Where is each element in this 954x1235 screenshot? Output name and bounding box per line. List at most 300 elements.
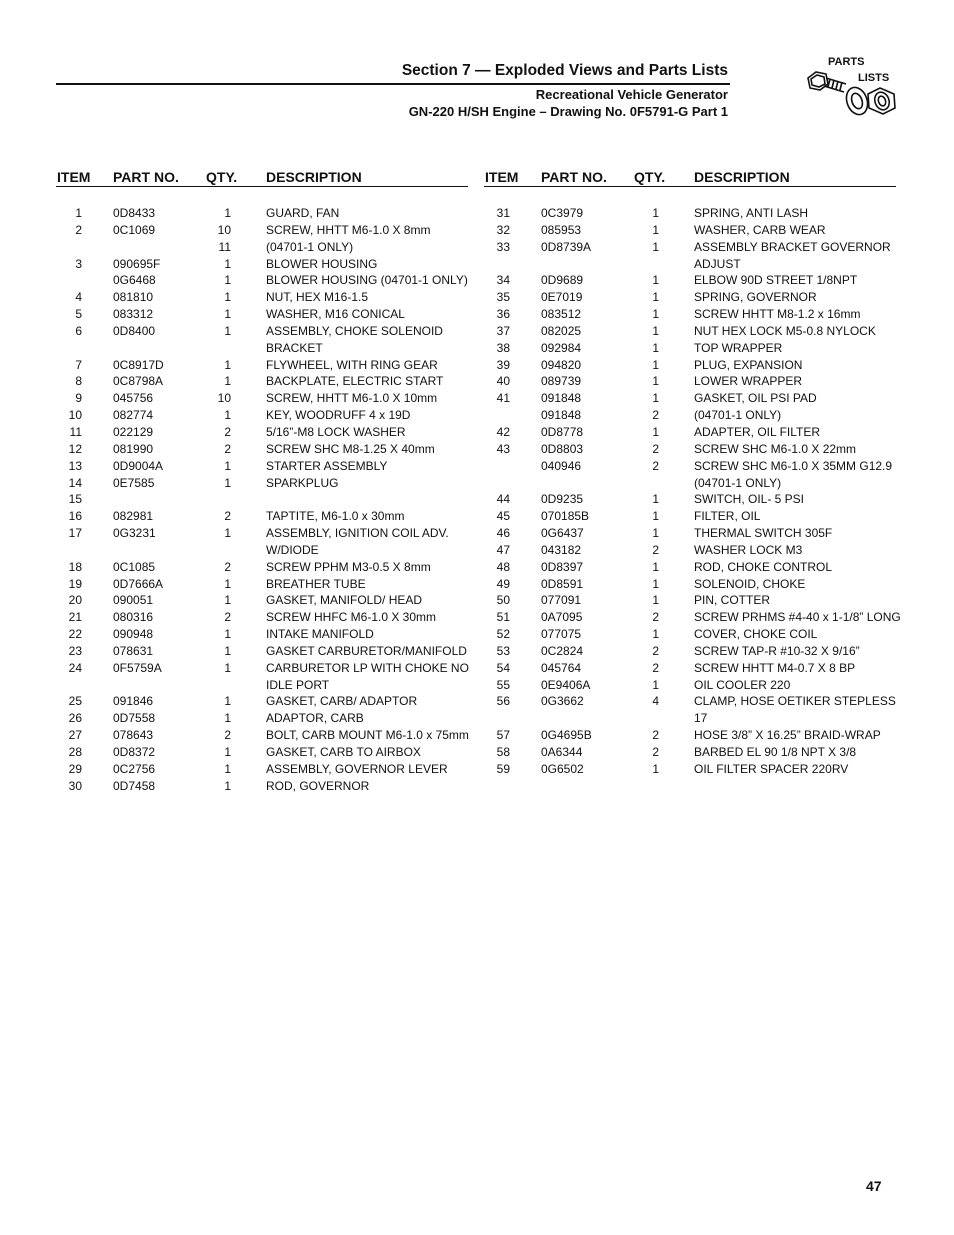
table-row (56, 542, 468, 559)
cell-part-no: 089739 (541, 374, 582, 389)
header-item: ITEM (57, 169, 91, 185)
cell-description: BACKPLATE, ELECTRIC START (266, 374, 444, 389)
cell-qty: 1 (652, 239, 659, 254)
cell-item: 31 (496, 206, 510, 220)
table-row (56, 256, 468, 273)
table-body (484, 205, 901, 778)
cell-part-no: 0G6502 (541, 761, 584, 776)
cell-part-no: 0C8917D (113, 357, 164, 372)
cell-description: GASKET CARBURETOR/MANIFOLD (266, 643, 467, 658)
cell-part-no: 0D8433 (113, 206, 156, 220)
cell-qty: 2 (224, 509, 231, 524)
cell-part-no: 0D8739A (541, 239, 592, 254)
cell-qty: 1 (224, 290, 231, 305)
cell-description: ADAPTOR, CARB (266, 711, 364, 726)
cell-description: HOSE 3/8” X 16.25” BRAID-WRAP (694, 728, 881, 743)
cell-qty: 1 (652, 526, 659, 541)
cell-item: 56 (496, 694, 510, 709)
cell-description: SCREW HHTT M8-1.2 x 16mm (694, 307, 861, 322)
cell-item: 27 (68, 728, 82, 743)
cell-item: 9 (75, 391, 82, 406)
cell-qty: 2 (224, 610, 231, 625)
cell-item: 11 (69, 424, 82, 439)
cell-description: SCREW SHC M6-1.0 X 22mm (694, 441, 857, 456)
cell-qty: 1 (652, 677, 659, 692)
table-row (484, 626, 896, 643)
cell-qty: 1 (224, 526, 231, 541)
cell-qty: 1 (224, 273, 231, 288)
cell-description: GASKET, CARB TO AIRBOX (266, 745, 421, 759)
header-qty: QTY. (206, 169, 238, 185)
table-row (56, 761, 468, 778)
table-row (484, 761, 896, 778)
table-header (56, 169, 468, 187)
cell-item: 51 (496, 610, 510, 625)
cell-qty: 1 (652, 323, 659, 338)
cell-item: 42 (496, 424, 510, 439)
table-row (484, 542, 896, 559)
table-row (56, 390, 468, 407)
table-row (56, 340, 468, 357)
table-row (484, 609, 901, 626)
cell-item: 21 (68, 610, 82, 625)
cell-item: 52 (496, 627, 510, 642)
cell-qty: 2 (652, 745, 659, 759)
cell-item: 1 (75, 206, 82, 220)
table-row (484, 592, 896, 609)
cell-part-no: 0D9235 (541, 492, 584, 507)
cell-description: NUT HEX LOCK M5-0.8 NYLOCK (694, 323, 876, 338)
cell-qty: 2 (652, 660, 659, 675)
header-subtitle-1: Recreational Vehicle Generator (535, 87, 728, 102)
cell-description: ELBOW 90D STREET 1/8NPT (694, 273, 858, 288)
cell-qty: 4 (652, 694, 659, 709)
cell-description: SCREW, HHTT M6-1.0 X 10mm (266, 391, 438, 406)
cell-qty: 1 (224, 694, 231, 709)
parts-lists-logo (802, 54, 900, 124)
cell-description: PLUG, EXPANSION (694, 357, 803, 372)
cell-description: WASHER, M16 CONICAL (266, 307, 405, 322)
cell-qty: 10 (217, 222, 231, 237)
cell-description: ASSEMBLY, GOVERNOR LEVER (266, 761, 448, 776)
cell-item: 15 (68, 492, 82, 507)
cell-part-no: 082025 (541, 323, 582, 338)
table-row (56, 205, 468, 222)
table-row (484, 508, 896, 525)
cell-qty: 2 (224, 728, 231, 743)
table-row (484, 306, 896, 323)
cell-qty: 2 (652, 610, 659, 625)
cell-item: 22 (68, 627, 82, 642)
cell-item: 58 (496, 745, 510, 759)
cell-qty: 1 (652, 576, 659, 591)
cell-qty: 1 (224, 576, 231, 591)
cell-description: COVER, CHOKE COIL (694, 627, 818, 642)
cell-qty: 2 (652, 542, 659, 557)
cell-qty: 1 (652, 222, 659, 237)
cell-qty: 1 (224, 745, 231, 759)
cell-part-no: 080316 (113, 610, 154, 625)
table-row (56, 559, 468, 576)
cell-item: 50 (496, 593, 510, 608)
cell-part-no: 090948 (113, 627, 154, 642)
table-row (484, 693, 896, 710)
cell-part-no: 0C1069 (113, 222, 156, 237)
logo-text-lists: LISTS (858, 72, 890, 84)
cell-item: 54 (496, 660, 510, 675)
cell-item: 10 (68, 408, 82, 423)
cell-description: BOLT, CARB MOUNT M6-1.0 x 75mm (266, 728, 469, 743)
cell-description: (04701-1 ONLY) (694, 475, 782, 490)
cell-qty: 1 (224, 660, 231, 675)
table-row (56, 323, 468, 340)
cell-part-no: 0F5759A (113, 660, 162, 675)
cell-part-no: 091848 (541, 408, 582, 423)
page-number: 47 (866, 1178, 882, 1194)
cell-part-no: 082774 (113, 408, 154, 423)
table-row (484, 407, 896, 424)
parts-table-right (484, 169, 901, 778)
cell-item: 48 (496, 559, 510, 574)
cell-qty: 2 (652, 728, 659, 743)
cell-description: FLYWHEEL, WITH RING GEAR (266, 357, 438, 372)
cell-item: 28 (68, 745, 82, 759)
cell-qty: 1 (652, 206, 659, 220)
cell-part-no: 090695F (113, 256, 161, 271)
table-row (484, 475, 896, 492)
table-row (484, 525, 896, 542)
table-row (484, 205, 896, 222)
cell-part-no: 094820 (541, 357, 582, 372)
cell-part-no: 0C1085 (113, 559, 156, 574)
cell-part-no: 0G3231 (113, 526, 156, 541)
cell-part-no: 0D8778 (541, 424, 584, 439)
cell-description: STARTER ASSEMBLY (266, 458, 388, 473)
table-row (484, 256, 896, 273)
cell-qty: 2 (652, 408, 659, 423)
cell-description: ROD, GOVERNOR (266, 778, 370, 793)
cell-description: SCREW PRHMS #4-40 x 1-1/8” LONG (694, 610, 901, 625)
table-row (56, 441, 468, 458)
cell-description: TOP WRAPPER (694, 340, 783, 355)
table-header (484, 169, 896, 187)
cell-part-no: 0D7458 (113, 778, 156, 793)
table-row (56, 272, 468, 289)
cell-description: GASKET, OIL PSI PAD (694, 391, 817, 406)
cell-qty: 2 (652, 643, 659, 658)
cell-description: PIN, COTTER (694, 593, 771, 608)
table-row (56, 424, 468, 441)
table-row (56, 373, 468, 390)
table-row (484, 710, 896, 727)
cell-description: KEY, WOODRUFF 4 x 19D (266, 408, 411, 423)
cell-qty: 1 (224, 408, 231, 423)
cell-part-no: 0D9689 (541, 273, 584, 288)
table-row (56, 306, 468, 323)
cell-part-no: 0G6468 (113, 273, 156, 288)
cell-qty: 1 (652, 391, 659, 406)
cell-qty: 1 (652, 559, 659, 574)
cell-item: 41 (496, 391, 510, 406)
cell-item: 26 (68, 711, 82, 726)
header-description: DESCRIPTION (694, 169, 790, 185)
cell-qty: 1 (652, 273, 659, 288)
cell-description: SPRING, GOVERNOR (694, 290, 817, 305)
cell-item: 36 (496, 307, 510, 322)
table-row (56, 475, 468, 492)
cell-description: ADAPTER, OIL FILTER (694, 424, 821, 439)
cell-item: 53 (496, 643, 510, 658)
cell-description: NUT, HEX M16-1.5 (266, 290, 369, 305)
cell-qty: 1 (652, 357, 659, 372)
cell-item: 16 (68, 509, 82, 524)
cell-description: SCREW HHFC M6-1.0 X 30mm (266, 610, 437, 625)
table-row (484, 576, 896, 593)
cell-qty: 1 (652, 424, 659, 439)
cell-description: 5/16”-M8 LOCK WASHER (266, 424, 406, 439)
cell-part-no: 0C2756 (113, 761, 156, 776)
cell-description: SPRING, ANTI LASH (694, 206, 809, 220)
table-row (56, 525, 468, 542)
cell-item: 14 (68, 475, 82, 490)
cell-part-no: 0E9406A (541, 677, 591, 692)
table-row (484, 643, 896, 660)
header-item: ITEM (485, 169, 519, 185)
cell-part-no: 0D8803 (541, 441, 584, 456)
cell-item: 55 (496, 677, 510, 692)
table-row (484, 323, 896, 340)
cell-description: ADJUST (694, 256, 741, 271)
cell-description: 17 (694, 711, 708, 726)
cell-part-no: 083512 (541, 307, 582, 322)
cell-part-no: 070185B (541, 509, 590, 524)
cell-description: SWITCH, OIL- 5 PSI (694, 492, 805, 507)
cell-qty: 1 (224, 593, 231, 608)
table-row (56, 660, 468, 677)
table-row (484, 340, 896, 357)
cell-qty: 1 (224, 627, 231, 642)
cell-part-no: 045764 (541, 660, 582, 675)
cell-qty: 1 (224, 711, 231, 726)
cell-part-no: 0D8372 (113, 745, 156, 759)
table-row (56, 643, 468, 660)
cell-qty: 1 (224, 206, 231, 220)
table-row (56, 677, 468, 694)
cell-part-no: 045756 (113, 391, 154, 406)
cell-description: WASHER LOCK M3 (694, 542, 803, 557)
cell-part-no: 0C8798A (113, 374, 164, 389)
cell-part-no: 0D7558 (113, 711, 156, 726)
cell-part-no: 0E7019 (541, 290, 583, 305)
table-row (56, 693, 468, 710)
cell-part-no: 078631 (113, 643, 154, 658)
cell-description: W/DIODE (266, 542, 319, 557)
table-row (484, 458, 896, 475)
cell-item: 46 (496, 526, 510, 541)
cell-description: SCREW TAP-R #10-32 X 9/16” (694, 643, 860, 658)
cell-description: BARBED EL 90 1/8 NPT X 3/8 (694, 745, 857, 759)
cell-item: 25 (68, 694, 82, 709)
table-row (56, 458, 468, 475)
cell-part-no: 091848 (541, 391, 582, 406)
cell-part-no: 077075 (541, 627, 582, 642)
cell-item: 40 (496, 374, 510, 389)
cell-part-no: 0D8400 (113, 323, 156, 338)
cell-part-no: 0D8397 (541, 559, 584, 574)
cell-item: 32 (496, 222, 510, 237)
cell-item: 45 (496, 509, 510, 524)
table-row (484, 727, 896, 744)
cell-item: 49 (496, 576, 510, 591)
cell-qty: 2 (224, 441, 231, 456)
cell-item: 44 (496, 492, 510, 507)
cell-description: SCREW PPHM M3-0.5 X 8mm (266, 559, 431, 574)
cell-item: 37 (496, 323, 510, 338)
cell-part-no: 085953 (541, 222, 582, 237)
cell-item: 18 (68, 559, 82, 574)
cell-part-no: 0C3979 (541, 206, 584, 220)
cell-description: SCREW SHC M6-1.0 X 35MM G12.9 (694, 458, 893, 473)
cell-item: 7 (75, 357, 82, 372)
table-row (56, 491, 468, 508)
cell-item: 8 (75, 374, 82, 389)
cell-description: ASSEMBLY, CHOKE SOLENOID (266, 323, 443, 338)
cell-item: 3 (75, 256, 82, 271)
section-title: Section 7 — Exploded Views and Parts Lists (401, 62, 728, 79)
cell-qty: 2 (224, 424, 231, 439)
cell-description: SCREW, HHTT M6-1.0 X 8mm (266, 222, 431, 237)
cell-qty: 1 (652, 374, 659, 389)
cell-qty: 1 (652, 627, 659, 642)
cell-part-no: 078643 (113, 728, 154, 743)
cell-item: 24 (68, 660, 82, 675)
cell-item: 23 (68, 643, 82, 658)
cell-part-no: 083312 (113, 307, 154, 322)
header-rule (56, 83, 730, 85)
cell-description: BREATHER TUBE (266, 576, 366, 591)
cell-item: 39 (496, 357, 510, 372)
table-row (484, 390, 896, 407)
cell-description: WASHER, CARB WEAR (694, 222, 826, 237)
table-row (56, 778, 468, 795)
cell-qty: 1 (224, 307, 231, 322)
table-row (56, 576, 468, 593)
cell-description: OIL COOLER 220 (694, 677, 791, 692)
table-row (56, 626, 468, 643)
cell-description: THERMAL SWITCH 305F (694, 526, 833, 541)
table-row (56, 744, 468, 761)
cell-item: 5 (75, 307, 82, 322)
cell-part-no: 090051 (113, 593, 154, 608)
cell-description: BLOWER HOUSING (04701-1 ONLY) (266, 273, 468, 288)
cell-description: (04701-1 ONLY) (266, 239, 354, 254)
cell-description: GASKET, MANIFOLD/ HEAD (266, 593, 423, 608)
cell-description: SCREW HHTT M4-0.7 X 8 BP (694, 660, 856, 675)
cell-part-no: 077091 (541, 593, 582, 608)
cell-description: IDLE PORT (266, 677, 330, 692)
cell-part-no: 081810 (113, 290, 154, 305)
table-row (56, 289, 468, 306)
cell-item: 12 (68, 441, 82, 456)
cell-description: SPARKPLUG (266, 475, 339, 490)
cell-description: BRACKET (266, 340, 323, 355)
cell-qty: 1 (652, 509, 659, 524)
table-row (56, 222, 468, 239)
cell-description: INTAKE MANIFOLD (266, 627, 374, 642)
cell-item: 2 (75, 222, 82, 237)
cell-qty: 1 (224, 374, 231, 389)
table-row (56, 592, 468, 609)
cell-part-no: 0C2824 (541, 643, 584, 658)
table-row (56, 710, 468, 727)
table-row (56, 239, 468, 256)
cell-part-no: 091846 (113, 694, 154, 709)
cell-qty: 1 (224, 256, 231, 271)
cell-qty: 1 (224, 357, 231, 372)
cell-item: 57 (496, 728, 510, 743)
cell-qty: 1 (652, 761, 659, 776)
table-row (484, 491, 896, 508)
cell-qty: 1 (224, 458, 231, 473)
cell-part-no: 0A6344 (541, 745, 583, 759)
cell-qty: 1 (224, 323, 231, 338)
cell-part-no: 0A7095 (541, 610, 583, 625)
cell-part-no: 0D8591 (541, 576, 584, 591)
cell-description: (04701-1 ONLY) (694, 408, 782, 423)
cell-part-no: 0D9004A (113, 458, 164, 473)
table-row (484, 744, 896, 761)
cell-part-no: 0G3662 (541, 694, 584, 709)
cell-item: 4 (75, 290, 82, 305)
cell-description: OIL FILTER SPACER 220RV (694, 761, 849, 776)
cell-part-no: 0D7666A (113, 576, 164, 591)
cell-description: CARBURETOR LP WITH CHOKE NO (266, 660, 469, 675)
table-row (484, 559, 896, 576)
table-row (56, 407, 468, 424)
cell-qty: 2 (652, 441, 659, 456)
table-row (484, 289, 896, 306)
table-row (56, 727, 468, 744)
table-row (484, 373, 896, 390)
cell-item: 47 (496, 542, 510, 557)
cell-description: CLAMP, HOSE OETIKER STEPLESS (694, 694, 896, 709)
cell-qty: 1 (224, 778, 231, 793)
cell-qty: 1 (224, 643, 231, 658)
header-description: DESCRIPTION (266, 169, 362, 185)
cell-part-no: 0E7585 (113, 475, 155, 490)
cell-qty: 1 (224, 475, 231, 490)
cell-part-no: 0G6437 (541, 526, 584, 541)
table-body (56, 205, 468, 795)
cell-item: 33 (496, 239, 510, 254)
cell-qty: 1 (652, 593, 659, 608)
cell-qty: 2 (224, 559, 231, 574)
cell-item: 59 (496, 761, 510, 776)
table-row (484, 272, 896, 289)
table-row (56, 609, 468, 626)
cell-description: GASKET, CARB/ ADAPTOR (266, 694, 418, 709)
parts-table-left (56, 169, 468, 795)
cell-item: 6 (75, 323, 82, 338)
cell-qty: 10 (217, 391, 231, 406)
cell-item: 29 (68, 761, 82, 776)
cell-part-no: 043182 (541, 542, 582, 557)
cell-qty: 11 (218, 239, 231, 254)
cell-item: 13 (68, 458, 82, 473)
cell-item: 30 (68, 778, 82, 793)
cell-item: 34 (496, 273, 510, 288)
cell-description: SCREW SHC M8-1.25 X 40mm (266, 441, 435, 456)
